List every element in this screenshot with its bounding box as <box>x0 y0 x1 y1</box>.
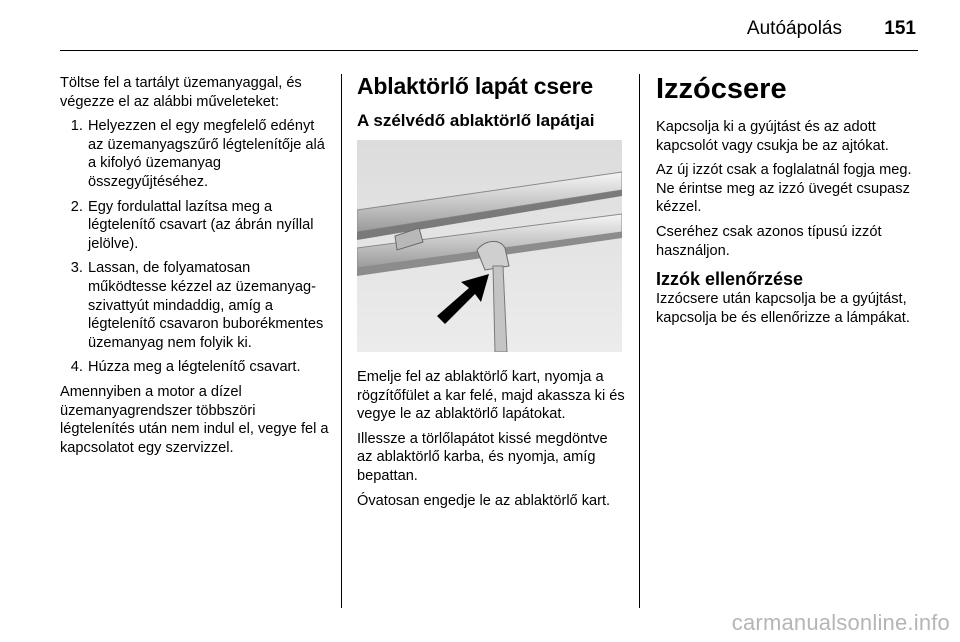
wiper-subheading: A szélvédő ablaktörlő lapátjai <box>357 111 595 130</box>
outro-paragraph: Amennyiben a motor a dízel üzemanyagrendszer többszöri légtelenítés után nem indul el, vegye fel a kapcsolatot egy szervizzel. <box>60 383 329 456</box>
column-wiper-blade <box>357 72 627 516</box>
column-divider <box>341 74 342 608</box>
wiper-heading: Ablaktörlő lapát csere <box>357 73 593 99</box>
bulb-check-heading: Izzók ellenőrzése <box>656 269 804 290</box>
bulb-paragraph-1: Kapcsolja ki a gyújtást és az adott kapcsolót vagy csukja be az ajtókat. <box>656 119 889 154</box>
bulb-paragraph-4: Izzócsere után kapcsolja be a gyújtást, kapcsolja be és ellenőrizze a lámpákat. <box>656 291 910 326</box>
bulb-heading: Izzócsere <box>656 73 787 105</box>
intro-paragraph: Töltse fel a tartályt üzemanyaggal, és végezze el az alábbi műveleteket: <box>60 75 302 110</box>
page-header <box>60 14 918 51</box>
list-item: 2. Egy fordulattal lazítsa meg a légtelenítő csavart (az ábrán nyíllal jelölve). <box>87 198 332 254</box>
bulb-paragraph-3: Cseréhez csak azonos típusú izzót használjon. <box>656 223 882 259</box>
watermark-text: carmanualsonline.info <box>731 610 950 635</box>
page-number: 151 <box>884 18 916 39</box>
wiper-illustration <box>357 140 622 352</box>
steps-list <box>60 117 332 377</box>
wiper-paragraph-3: Óvatosan engedje le az ablaktörlő kart. <box>357 492 611 509</box>
wiper-paragraph-2: Illessze a törlőlapátot kissé megdöntve az ablaktörlő karba, és nyomja, amíg bepattan. <box>357 430 608 484</box>
section-title: Autóápolás <box>746 18 842 39</box>
column-divider <box>639 74 640 608</box>
list-item: 3. Lassan, de folyamatosan működtesse kézzel az üzemanyag-szivattyút mindaddig, amíg a légtelenítő csavaron buborékmentes üzemanyag nem folyik ki. <box>87 259 332 352</box>
column-fuel-bleeding <box>60 74 332 463</box>
wiper-paragraph-1: Emelje fel az ablaktörlő kart, nyomja a rögzítőfület a kar felé, majd akassza ki és vegye le az ablaktörlő lapátokat. <box>357 369 625 423</box>
list-item: 1. Helyezzen el egy megfelelő edényt az üzemanyagszűrő légtelenítője alá a kifolyó üzemanyag összegyűjtéséhez. <box>87 117 332 191</box>
bulb-paragraph-2: Az új izzót csak a foglalatnál fogja meg. Ne érintse meg az izzó üvegét csupasz kézzel. <box>656 162 912 216</box>
list-item: 4. Húzza meg a légtelenítő csavart. <box>87 358 332 377</box>
column-bulb-replacement <box>656 72 920 333</box>
